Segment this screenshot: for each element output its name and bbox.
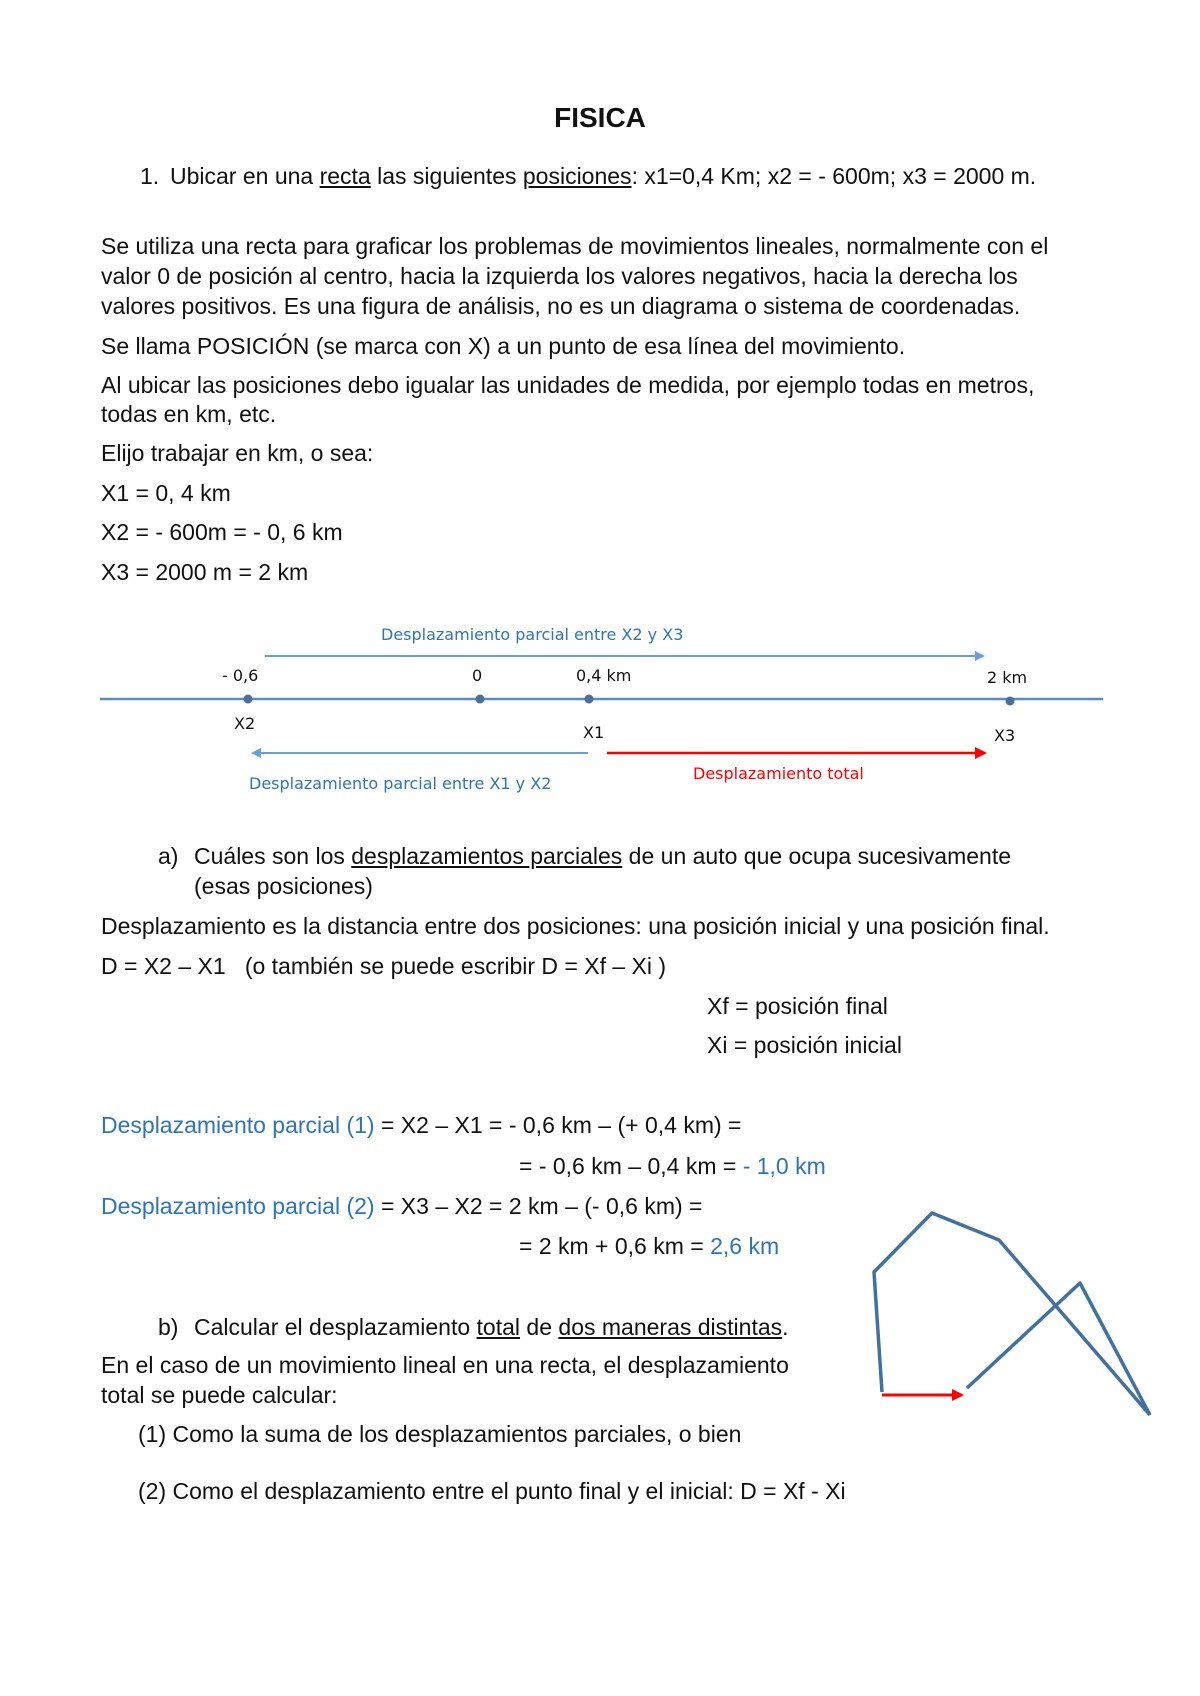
page-title: FISICA — [554, 102, 646, 133]
part-a-question: Cuáles son los desplazamientos parciales de un auto que ocupa sucesivamente — [194, 843, 1012, 869]
point-x2-dot — [244, 695, 253, 704]
point-x3-dot — [1006, 697, 1015, 706]
point-x3-top-label: 2 km — [987, 668, 1028, 687]
arrow-total-label: Desplazamiento total — [693, 764, 864, 783]
x3-equation: X3 = 2000 m = 2 km — [101, 559, 309, 585]
point-x2-bottom-label: X2 — [234, 714, 256, 733]
intro-line-3: valores positivos. Es una figura de análisis, no es un diagrama o sistema de coordenadas. — [101, 293, 1021, 319]
intro-line-7: Elijo trabajar en km, o sea: — [101, 440, 374, 466]
x1-equation: X1 = 0, 4 km — [101, 480, 231, 506]
item-1-text: Ubicar en una recta las siguientes posiciones: x1=0,4 Km; x2 = - 600m; x3 = 2000 m. — [170, 163, 1037, 189]
arrow-bottom-label: Desplazamiento parcial entre X1 y X2 — [249, 774, 552, 793]
displacement-1-line: Desplazamiento parcial (1) = X2 – X1 = - 0,6 km – (+ 0,4 km) = — [101, 1112, 742, 1138]
arrow-top-label: Desplazamiento parcial entre X2 y X3 — [381, 625, 684, 644]
path-figure-line-2 — [967, 1283, 1150, 1415]
path-figure-line-1 — [874, 1213, 1150, 1415]
x2-equation: X2 = - 600m = - 0, 6 km — [101, 519, 343, 545]
part-b-line-1: En el caso de un movimiento lineal en una recta, el desplazamiento — [101, 1352, 789, 1378]
part-b-question: Calcular el desplazamiento total de dos maneras distintas. — [194, 1314, 789, 1340]
intro-line-5: Al ubicar las posiciones debo igualar las unidades de medida, por ejemplo todas en metros, — [101, 372, 1035, 398]
part-b-label: b) — [158, 1314, 179, 1340]
xf-definition: Xf = posición final — [707, 993, 888, 1019]
point-x1 — [576, 666, 631, 742]
item-1-number: 1. — [140, 163, 160, 189]
point-x1-top-label: 0,4 km — [576, 666, 632, 685]
part-b-line-2: total se puede calcular: — [101, 1382, 338, 1408]
displacement-2-result-line: = 2 km + 0,6 km = 2,6 km — [519, 1233, 780, 1259]
point-x1-bottom-label: X1 — [583, 723, 605, 742]
displacement-definition: Desplazamiento es la distancia entre dos posiciones: una posición inicial y una posición final. — [101, 913, 1050, 939]
point-x3-bottom-label: X3 — [994, 726, 1016, 745]
intro-line-4: Se llama POSICIÓN (se marca con X) a un punto de esa línea del movimiento. — [101, 333, 906, 359]
method-1: (1) Como la suma de los desplazamientos parciales, o bien — [138, 1421, 742, 1447]
xi-definition: Xi = posición inicial — [707, 1032, 902, 1058]
part-a-label: a) — [158, 843, 179, 869]
intro-line-1: Se utiliza una recta para graficar los problemas de movimientos lineales, normalmente con el — [101, 233, 1049, 259]
displacement-2-line: Desplazamiento parcial (2) = X3 – X2 = 2 km – (- 0,6 km) = — [101, 1193, 703, 1219]
point-x2-top-label: - 0,6 — [222, 666, 259, 685]
intro-line-2: valor 0 de posición al centro, hacia la izquierda los valores negativos, hacia la derecha los — [101, 263, 1018, 289]
displacement-formula: D = X2 – X1 (o también se puede escribir D = Xf – Xi ) — [101, 953, 667, 979]
point-x3 — [987, 668, 1027, 745]
displacement-1-result-line: = - 0,6 km – 0,4 km = - 1,0 km — [519, 1153, 826, 1179]
point-zero-top-label: 0 — [472, 666, 483, 685]
part-a-question-line-2: (esas posiciones) — [194, 873, 373, 899]
path-figure — [874, 1213, 1150, 1415]
point-x1-dot — [585, 695, 594, 704]
method-2: (2) Como el desplazamiento entre el punto final y el inicial: D = Xf - Xi — [138, 1478, 846, 1504]
point-zero-dot — [476, 695, 485, 704]
intro-line-6: todas en km, etc. — [101, 401, 277, 427]
